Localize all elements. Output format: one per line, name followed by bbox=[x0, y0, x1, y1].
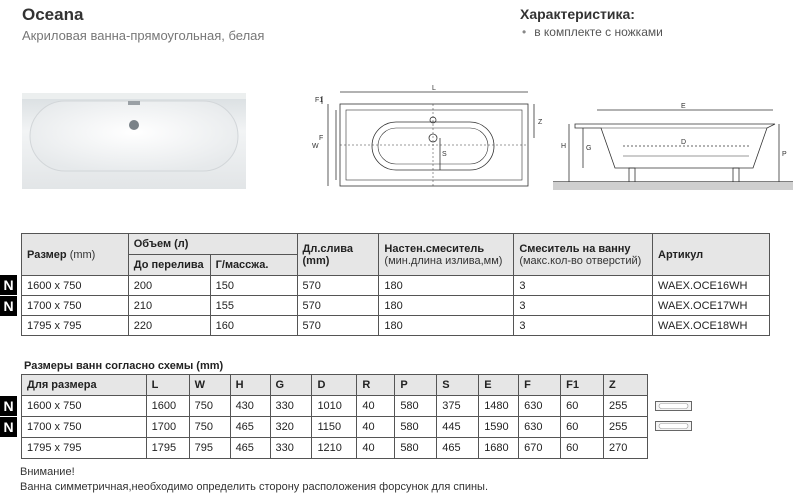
specs-table bbox=[21, 233, 770, 336]
bathtub-pictogram-icon bbox=[655, 421, 692, 431]
product-title: Oceana bbox=[22, 5, 84, 24]
header-hydro: Г/массжа. bbox=[210, 255, 297, 276]
dim-label-Z: Z bbox=[538, 119, 543, 126]
table-row: 1795 х 795 220 160 570 180 3 WAEX.OCE18WH bbox=[22, 316, 770, 336]
dim-label-G: G bbox=[586, 145, 592, 152]
attention-note: Внимание! bbox=[20, 466, 75, 478]
table-row: 1700 х 750 210 155 570 180 3 WAEX.OCE17WH bbox=[22, 296, 770, 316]
characteristics-item-text: в комплекте с ножками bbox=[534, 25, 663, 39]
header-bath-mixer: Смеситель на ванну (макс.кол-во отверстий) bbox=[514, 234, 653, 276]
dim-label-F1: F1 bbox=[315, 97, 324, 104]
dim-label-P: P bbox=[782, 151, 787, 158]
characteristics-title: Характеристика: bbox=[520, 6, 635, 22]
characteristics-item bbox=[522, 25, 663, 39]
header-size: Размер (mm) bbox=[22, 234, 129, 276]
bathtub-photo bbox=[20, 85, 248, 191]
header-volume: Объем (л) bbox=[128, 234, 297, 255]
header-article: Артикул bbox=[653, 234, 770, 276]
side-view-drawing bbox=[553, 98, 793, 190]
table-row: 1795 х 795 1795 795 465 330 1210 40 580 465 1680 670 60 270 bbox=[22, 438, 648, 459]
new-badge: N bbox=[0, 396, 17, 416]
header-wall-mixer: Настен.смеситель (мин.длина излива,мм) bbox=[379, 234, 514, 276]
product-subtitle: Акриловая ванна-прямоугольная, белая bbox=[22, 28, 265, 43]
dim-label-E: E bbox=[681, 103, 686, 110]
dim-label-L: L bbox=[432, 85, 436, 92]
dimensions-caption: Размеры ванн согласно схемы (mm) bbox=[24, 360, 224, 372]
table-row: 1600 х 750 200 150 570 180 3 WAEX.OCE16WH bbox=[22, 276, 770, 296]
symmetry-note: Ванна симметричная,необходимо определить сторону расположения форсунок для спины. bbox=[20, 481, 489, 493]
dim-label-S: S bbox=[442, 151, 447, 158]
dimensions-table bbox=[21, 374, 648, 459]
header-to-overflow: До перелива bbox=[128, 255, 210, 276]
new-badge: N bbox=[0, 296, 17, 316]
dimensions-header-row: Для размера L W H G D R P S E F F1 Z bbox=[22, 375, 648, 396]
top-view-drawing bbox=[300, 82, 550, 197]
header-drain: Дл.слива (mm) bbox=[297, 234, 379, 276]
table-row: 1600 х 750 1600 750 430 330 1010 40 580 375 1480 630 60 255 bbox=[22, 396, 648, 417]
bathtub-pictogram-icon bbox=[655, 401, 692, 411]
dim-label-F: F bbox=[319, 135, 324, 142]
bullet-icon: • bbox=[522, 25, 527, 39]
dim-label-W: W bbox=[312, 143, 319, 150]
table-row: 1700 х 750 1700 750 465 320 1150 40 580 445 1590 630 60 255 bbox=[22, 417, 648, 438]
dim-label-H: H bbox=[561, 143, 567, 150]
new-badge: N bbox=[0, 275, 17, 295]
new-badge: N bbox=[0, 417, 17, 437]
dim-label-D: D bbox=[681, 139, 687, 146]
